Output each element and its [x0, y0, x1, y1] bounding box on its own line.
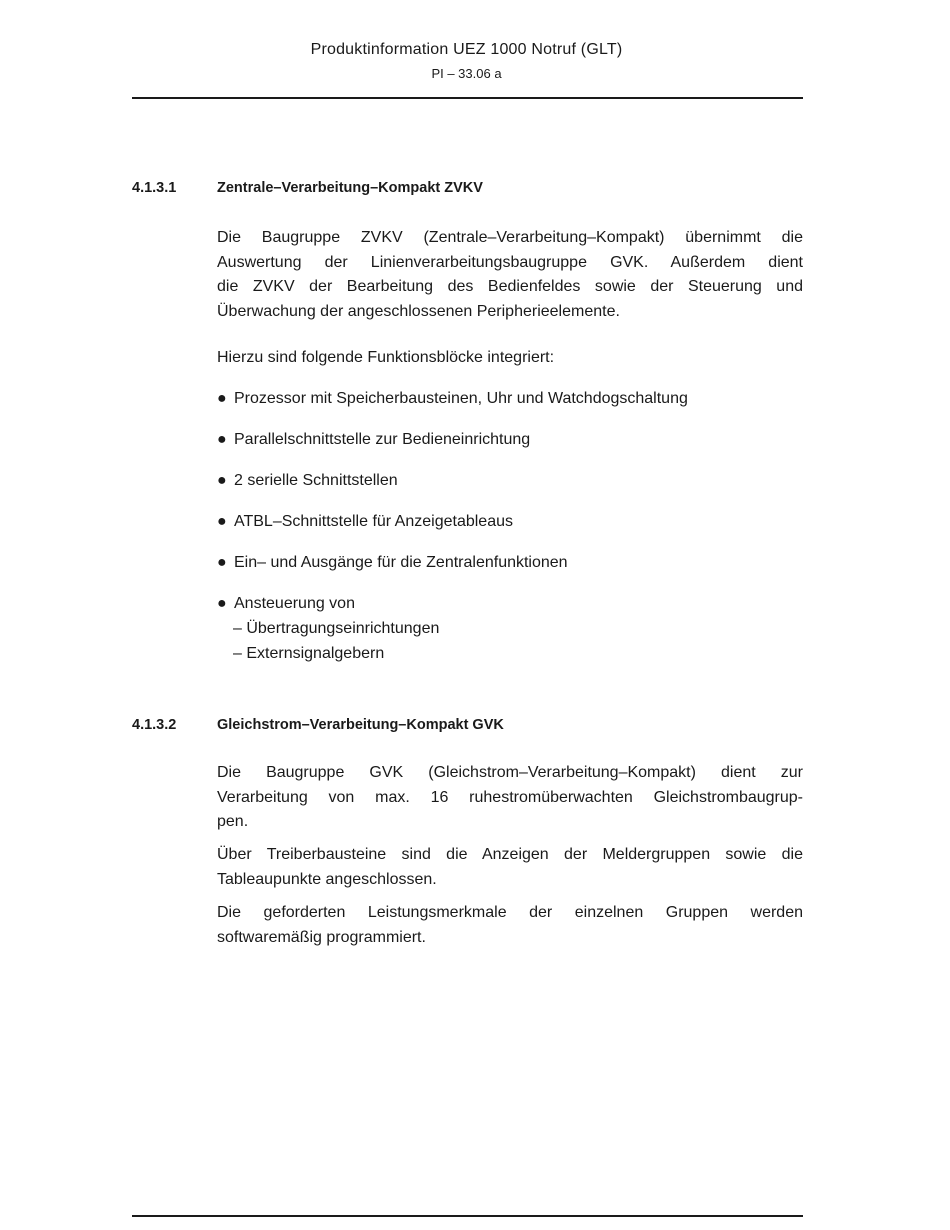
document-header-title: Produktinformation UEZ 1000 Notruf (GLT): [310, 41, 623, 58]
text-line: die ZVKV der Bearbeitung des Bedienfeldes sowie der Steuerung und: [217, 278, 803, 295]
text-line: Die geforderten Leistungsmerkmale der einzelnen Gruppen werden: [217, 904, 803, 921]
list-item-text: Ein– und Ausgänge für die Zentralenfunktionen: [234, 554, 568, 571]
sub-list-item: – Übertragungseinrichtungen: [233, 620, 440, 637]
section-title: Gleichstrom–Verarbeitung–Kompakt GVK: [217, 717, 504, 733]
list-item-text: Prozessor mit Speicherbausteinen, Uhr und Watchdogschaltung: [234, 390, 688, 407]
text-line: Über Treiberbausteine sind die Anzeigen der Meldergruppen sowie die: [217, 846, 803, 863]
list-item-text: Parallelschnittstelle zur Bedieneinrichtung: [234, 431, 531, 448]
bullet-icon: ●: [217, 595, 227, 612]
text-line: softwaremäßig programmiert.: [217, 928, 426, 946]
list-item: [217, 592, 355, 617]
section-intro: Hierzu sind folgende Funktionsblöcke integriert:: [217, 349, 555, 366]
list-item: [217, 387, 688, 412]
section-number: 4.1.3.2: [132, 717, 177, 733]
sub-list-item: – Externsignalgebern: [233, 645, 385, 662]
text-line: Die Baugruppe ZVKV (Zentrale–Verarbeitung–Kompakt) übernimmt die: [217, 229, 803, 246]
list-item: [217, 428, 530, 453]
list-item: [217, 469, 398, 494]
text-line: Überwachung der angeschlossenen Peripherieelemente.: [217, 302, 620, 320]
list-item: [217, 510, 513, 535]
text-line: Auswertung der Linienverarbeitungsbaugruppe GVK. Außerdem dient: [217, 253, 803, 271]
section-number: 4.1.3.1: [132, 180, 177, 196]
text-line: Verarbeitung von max. 16 ruhestromüberwachten Gleichstrombaugrup-: [217, 788, 803, 806]
list-item-text: 2 serielle Schnittstellen: [234, 472, 398, 489]
footer-rule: [132, 1215, 803, 1217]
section-paragraph: [217, 761, 803, 835]
text-line: Tableaupunkte angeschlossen.: [217, 870, 437, 888]
bullet-icon: ●: [217, 431, 227, 448]
text-line: Die Baugruppe GVK (Gleichstrom–Verarbeitung–Kompakt) dient zur: [217, 764, 803, 781]
document-id: PI – 33.06 a: [431, 66, 502, 81]
list-item-text: ATBL–Schnittstelle für Anzeigetableaus: [234, 513, 513, 530]
text-line: pen.: [217, 813, 249, 830]
section-paragraph: [217, 226, 803, 324]
section-paragraph: [217, 843, 803, 892]
bullet-icon: ●: [217, 513, 227, 530]
bullet-icon: ●: [217, 554, 227, 571]
section-paragraph: [217, 901, 803, 950]
bullet-icon: ●: [217, 390, 227, 407]
list-item: [217, 551, 568, 576]
header-rule: [132, 97, 803, 99]
section-title: Zentrale–Verarbeitung–Kompakt ZVKV: [217, 180, 483, 196]
list-item-text: Ansteuerung von: [234, 595, 355, 612]
bullet-icon: ●: [217, 472, 227, 489]
